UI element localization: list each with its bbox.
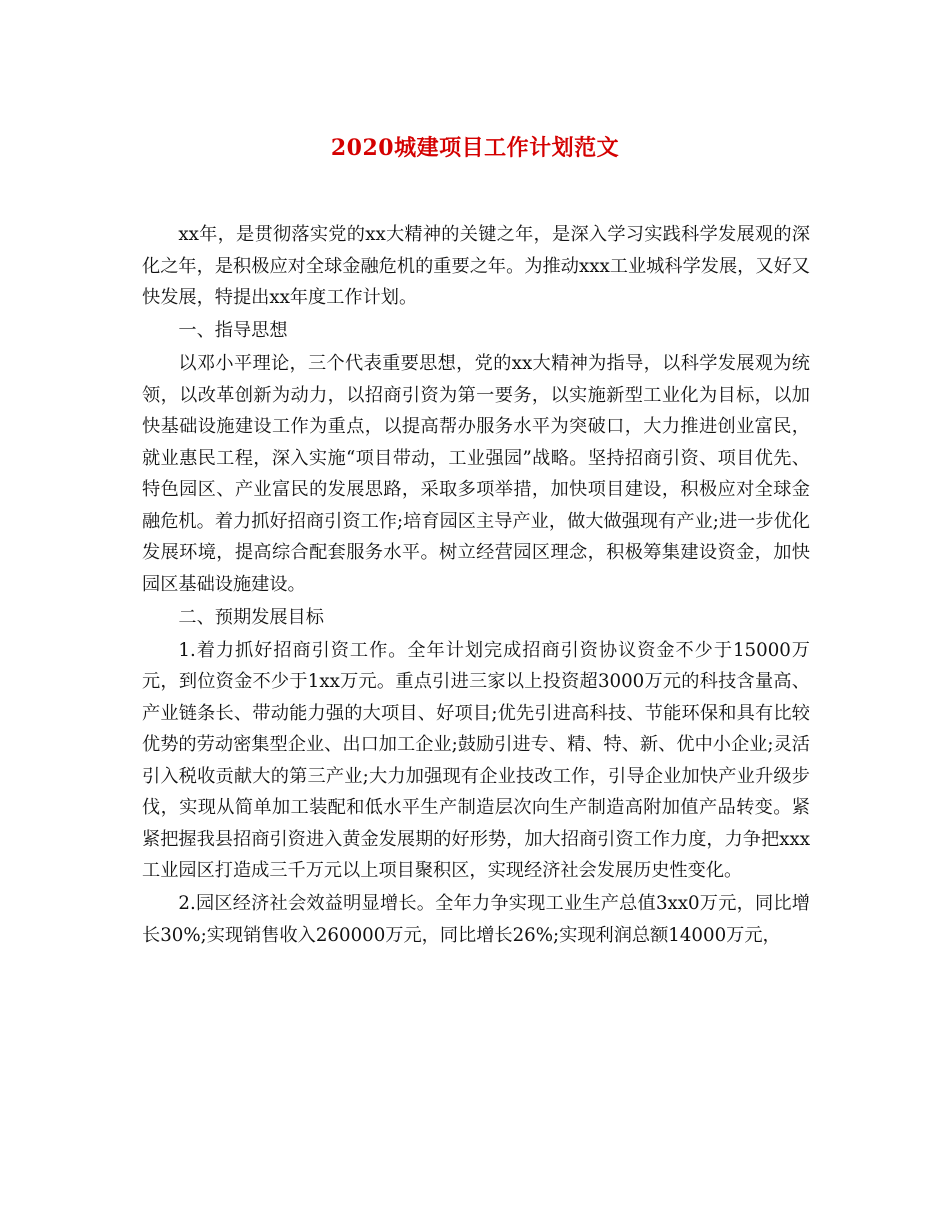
section-heading-guiding-thought: 一、指导思想: [178, 320, 288, 341]
goal-2-paragraph: 2.园区经济社会效益明显增长。全年力争实现工业生产总值3xx0万元，同比增长30%;实现销售收入260000万元，同比增长26%;实现利润总额14000万元，: [142, 893, 810, 946]
section-heading-goals: 二、预期发展目标: [178, 606, 324, 628]
document-title: 2020城建项目工作计划范文: [330, 135, 620, 161]
intro-paragraph: xx年，是贯彻落实党的xx大精神的关键之年，是深入学习实践科学发展观的深化之年，是积极应对全球金融危机的重要之年。为推动xxx工业城科学发展，又好又快发展，特提出xx年度工作计划。: [142, 224, 810, 308]
guiding-thought-paragraph: 以邓小平理论，三个代表重要思想，党的xx大精神为指导，以科学发展观为统领，以改革创新为动力，以招商引资为第一要务，以实施新型工业化为目标，以加快基础设施建设工作为重点，以提高帮办服务水平为突破口，大力推进创业富民，就业惠民工程，深入实施“项目带动，工业强园”战略。坚持招商引资、项目优先、特色园区、产业富民的发展思路，采取多项举措，加快项目建设，积极应对全球金融危机。着力抓好招商引资工作;培育园区主导产业，做大做强现有产业;进一步优化发展环境，提高综合配套服务水平。树立经营园区理念，积极筹集建设资金，加快园区基础设施建设。: [142, 353, 810, 595]
document-body: [142, 219, 810, 953]
goal-1-paragraph: 1.着力抓好招商引资工作。全年计划完成招商引资协议资金不少于15000万元，到位资金不少于1xx万元。重点引进三家以上投资超3000万元的科技含量高、产业链条长、带动能力强的大项目、好项目;优先引进高科技、节能环保和具有比较优势的劳动密集型企业、出口加工企业;鼓励引进专、精、特、新、优中小企业;灵活引入税收贡献大的第三产业;大力加强现有企业技改工作，引导企业加快产业升级步伐，实现从简单加工装配和低水平生产制造层次向生产制造高附加值产品转变。紧紧把握我县招商引资进入黄金发展期的好形势，加大招商引资工作力度，力争把xxx工业园区打造成三千万元以上项目聚积区，实现经济社会发展历史性变化。: [142, 639, 810, 881]
